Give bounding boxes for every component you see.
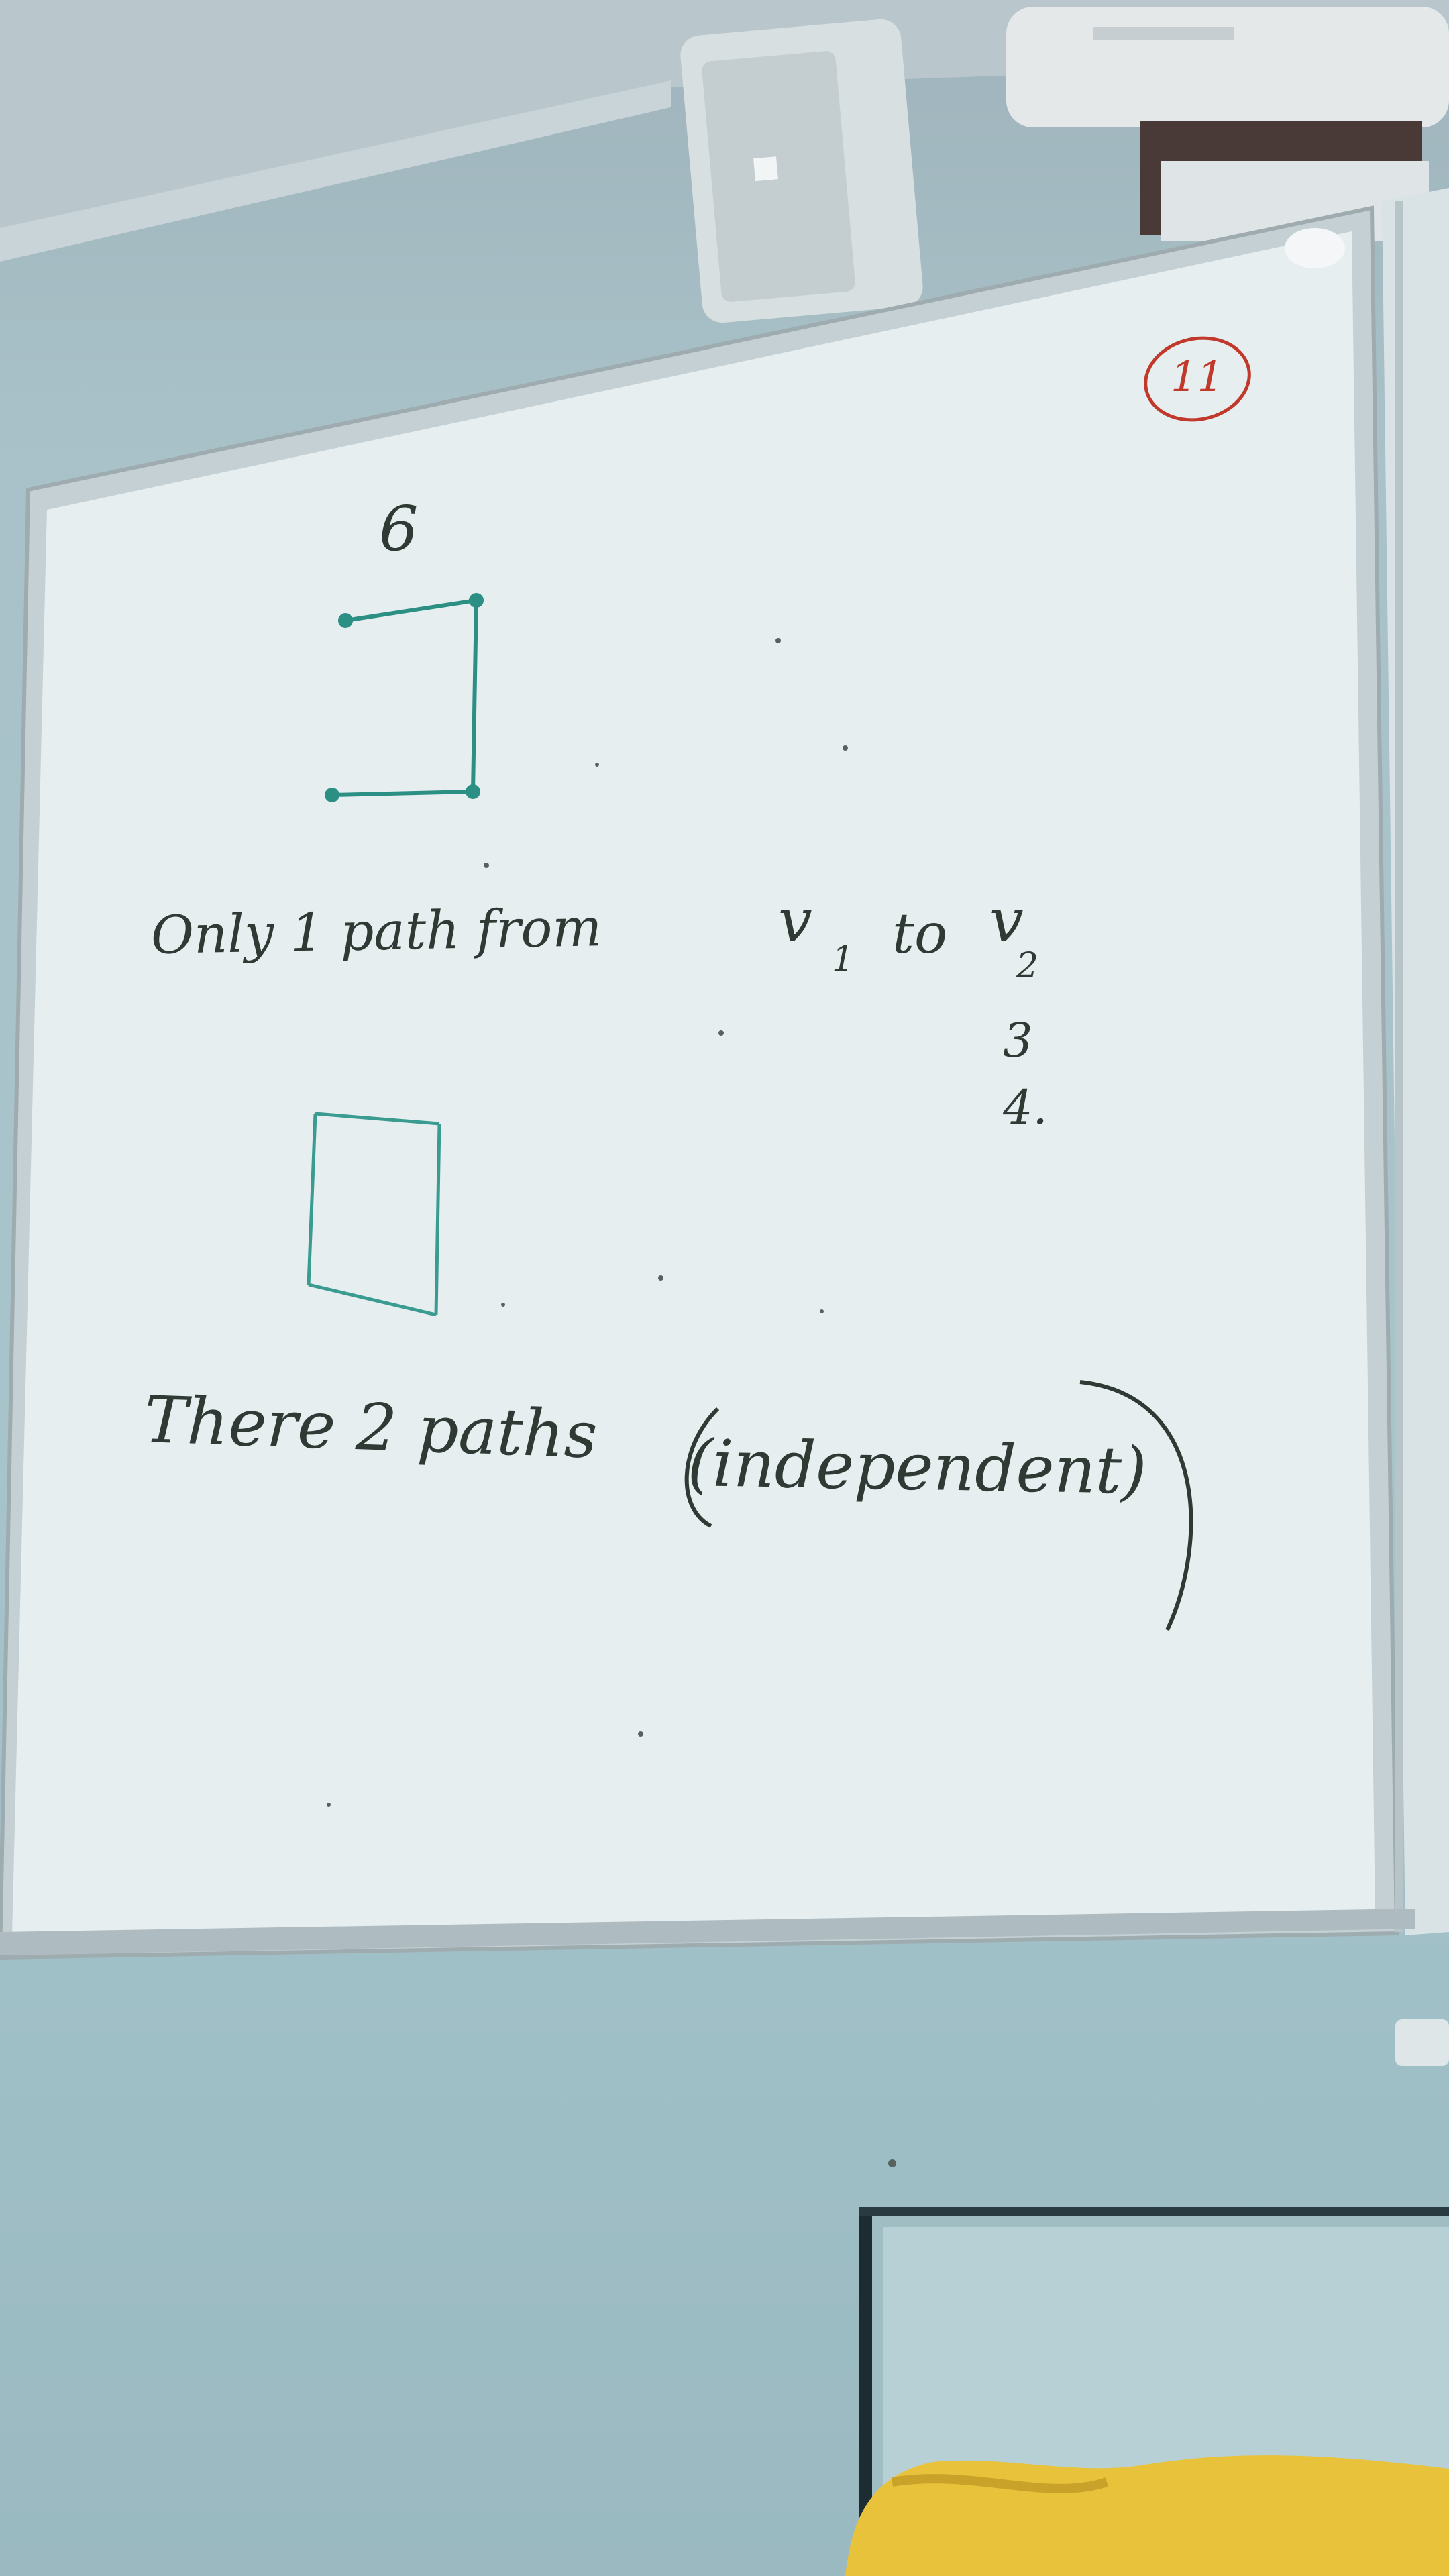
vertex-v1-subscript: 1 [832, 939, 855, 979]
line-two-parenthetical: (independent) [687, 1426, 1148, 1509]
list-value-4: 4. [1003, 1080, 1048, 1135]
page-number: 11 [1171, 352, 1224, 401]
speaker-icon [679, 17, 924, 324]
vertex-v2-subscript: 2 [1016, 946, 1039, 986]
vertex-v2: v [989, 885, 1024, 956]
wall-hook [1395, 2019, 1449, 2066]
figure-label: 6 [379, 493, 419, 565]
list-value-3: 3 [1003, 1013, 1033, 1068]
vertex-v1: v [778, 885, 812, 956]
whiteboard-surface [12, 231, 1375, 1935]
word-to: to [892, 902, 948, 966]
yellow-sleeve [845, 2455, 1449, 2576]
line-one-text: Only 1 path from [150, 898, 602, 966]
line-two-text: There 2 paths [143, 1382, 599, 1473]
marker-cap [1285, 228, 1345, 268]
